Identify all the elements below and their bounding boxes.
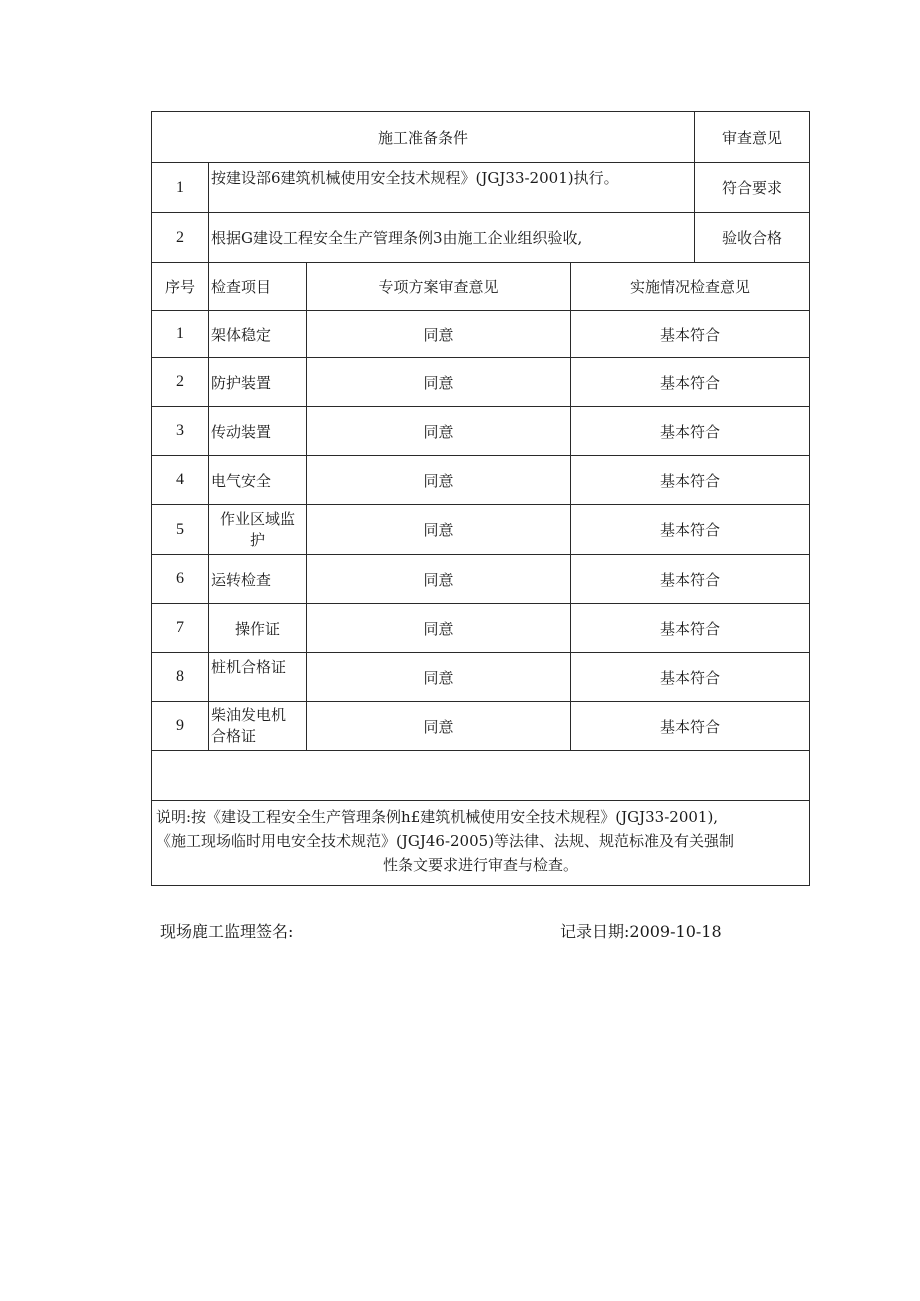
row-plan-opinion: 同意 xyxy=(307,407,571,456)
table-row xyxy=(152,358,810,407)
condition-number: 2 xyxy=(152,213,209,263)
table-row xyxy=(152,555,810,604)
header-check-item: 检查项目 xyxy=(209,263,307,311)
conditions-opinion-header: 审查意见 xyxy=(695,112,810,163)
signature-label: 现场鹿工监理签名: xyxy=(160,922,294,941)
condition-text: 根据G建设工程安全生产管理条例3由施工企业组织验收, xyxy=(209,213,695,263)
row-impl-opinion: 基本符合 xyxy=(571,456,810,505)
inspection-table xyxy=(151,111,810,886)
table-row xyxy=(152,407,810,456)
row-impl-opinion: 基本符合 xyxy=(571,604,810,653)
row-impl-opinion: 基本符合 xyxy=(571,505,810,555)
header-serial-no: 序号 xyxy=(152,263,209,311)
row-plan-opinion: 同意 xyxy=(307,358,571,407)
note-line-1: 说明:按《建设工程安全生产管理条例h£建筑机械使用安全技术规程》(JGJ33-2001), xyxy=(156,808,719,826)
row-plan-opinion: 同意 xyxy=(307,456,571,505)
header-implementation-check: 实施情况检查意见 xyxy=(571,263,810,311)
condition-number: 1 xyxy=(152,163,209,213)
condition-opinion: 符合要求 xyxy=(695,163,810,213)
row-item: 防护装置 xyxy=(209,358,307,407)
conditions-header-row xyxy=(152,112,810,163)
note-row xyxy=(152,801,810,886)
row-impl-opinion: 基本符合 xyxy=(571,407,810,456)
table-row xyxy=(152,653,810,702)
inspection-header-row xyxy=(152,263,810,311)
table-row xyxy=(152,505,810,555)
row-number: 4 xyxy=(152,456,209,505)
condition-text: 按建设部6建筑机械使用安全技术规程》(JGJ33-2001)执行。 xyxy=(209,163,695,213)
record-date: 记录日期:2009-10-18 xyxy=(560,922,722,941)
row-plan-opinion: 同意 xyxy=(307,555,571,604)
conditions-title: 施工准备条件 xyxy=(152,112,695,163)
table-row xyxy=(152,604,810,653)
row-impl-opinion: 基本符合 xyxy=(571,702,810,751)
note-line-3: 性条文要求进行审查与检查。 xyxy=(383,856,579,874)
note-line-2: 《施工现场临时用电安全技术规范》(JGJ46-2005)等法律、法规、规范标准及有关强制 xyxy=(156,832,735,850)
row-number: 6 xyxy=(152,555,209,604)
row-item: 柴油发电机合格证 xyxy=(209,702,307,751)
row-item: 作业区域监护 xyxy=(209,505,307,555)
row-plan-opinion: 同意 xyxy=(307,702,571,751)
row-plan-opinion: 同意 xyxy=(307,604,571,653)
row-number: 9 xyxy=(152,702,209,751)
row-number: 8 xyxy=(152,653,209,702)
row-number: 3 xyxy=(152,407,209,456)
row-number: 7 xyxy=(152,604,209,653)
row-number: 5 xyxy=(152,505,209,555)
row-impl-opinion: 基本符合 xyxy=(571,358,810,407)
condition-row xyxy=(152,213,810,263)
inspection-form xyxy=(151,111,809,886)
empty-cell xyxy=(152,751,810,801)
table-row xyxy=(152,702,810,751)
row-item: 运转检查 xyxy=(209,555,307,604)
header-plan-review: 专项方案审查意见 xyxy=(307,263,571,311)
row-item: 桩机合格证 xyxy=(209,653,307,702)
table-row xyxy=(152,456,810,505)
row-item: 电气安全 xyxy=(209,456,307,505)
row-number: 1 xyxy=(152,311,209,358)
row-plan-opinion: 同意 xyxy=(307,505,571,555)
row-item: 操作证 xyxy=(209,604,307,653)
condition-opinion: 验收合格 xyxy=(695,213,810,263)
row-impl-opinion: 基本符合 xyxy=(571,653,810,702)
row-item: 架体稳定 xyxy=(209,311,307,358)
row-impl-opinion: 基本符合 xyxy=(571,311,810,358)
row-item: 传动装置 xyxy=(209,407,307,456)
note-cell xyxy=(152,801,810,886)
table-row xyxy=(152,311,810,358)
condition-row xyxy=(152,163,810,213)
row-plan-opinion: 同意 xyxy=(307,311,571,358)
empty-row xyxy=(152,751,810,801)
row-impl-opinion: 基本符合 xyxy=(571,555,810,604)
row-plan-opinion: 同意 xyxy=(307,653,571,702)
row-number: 2 xyxy=(152,358,209,407)
